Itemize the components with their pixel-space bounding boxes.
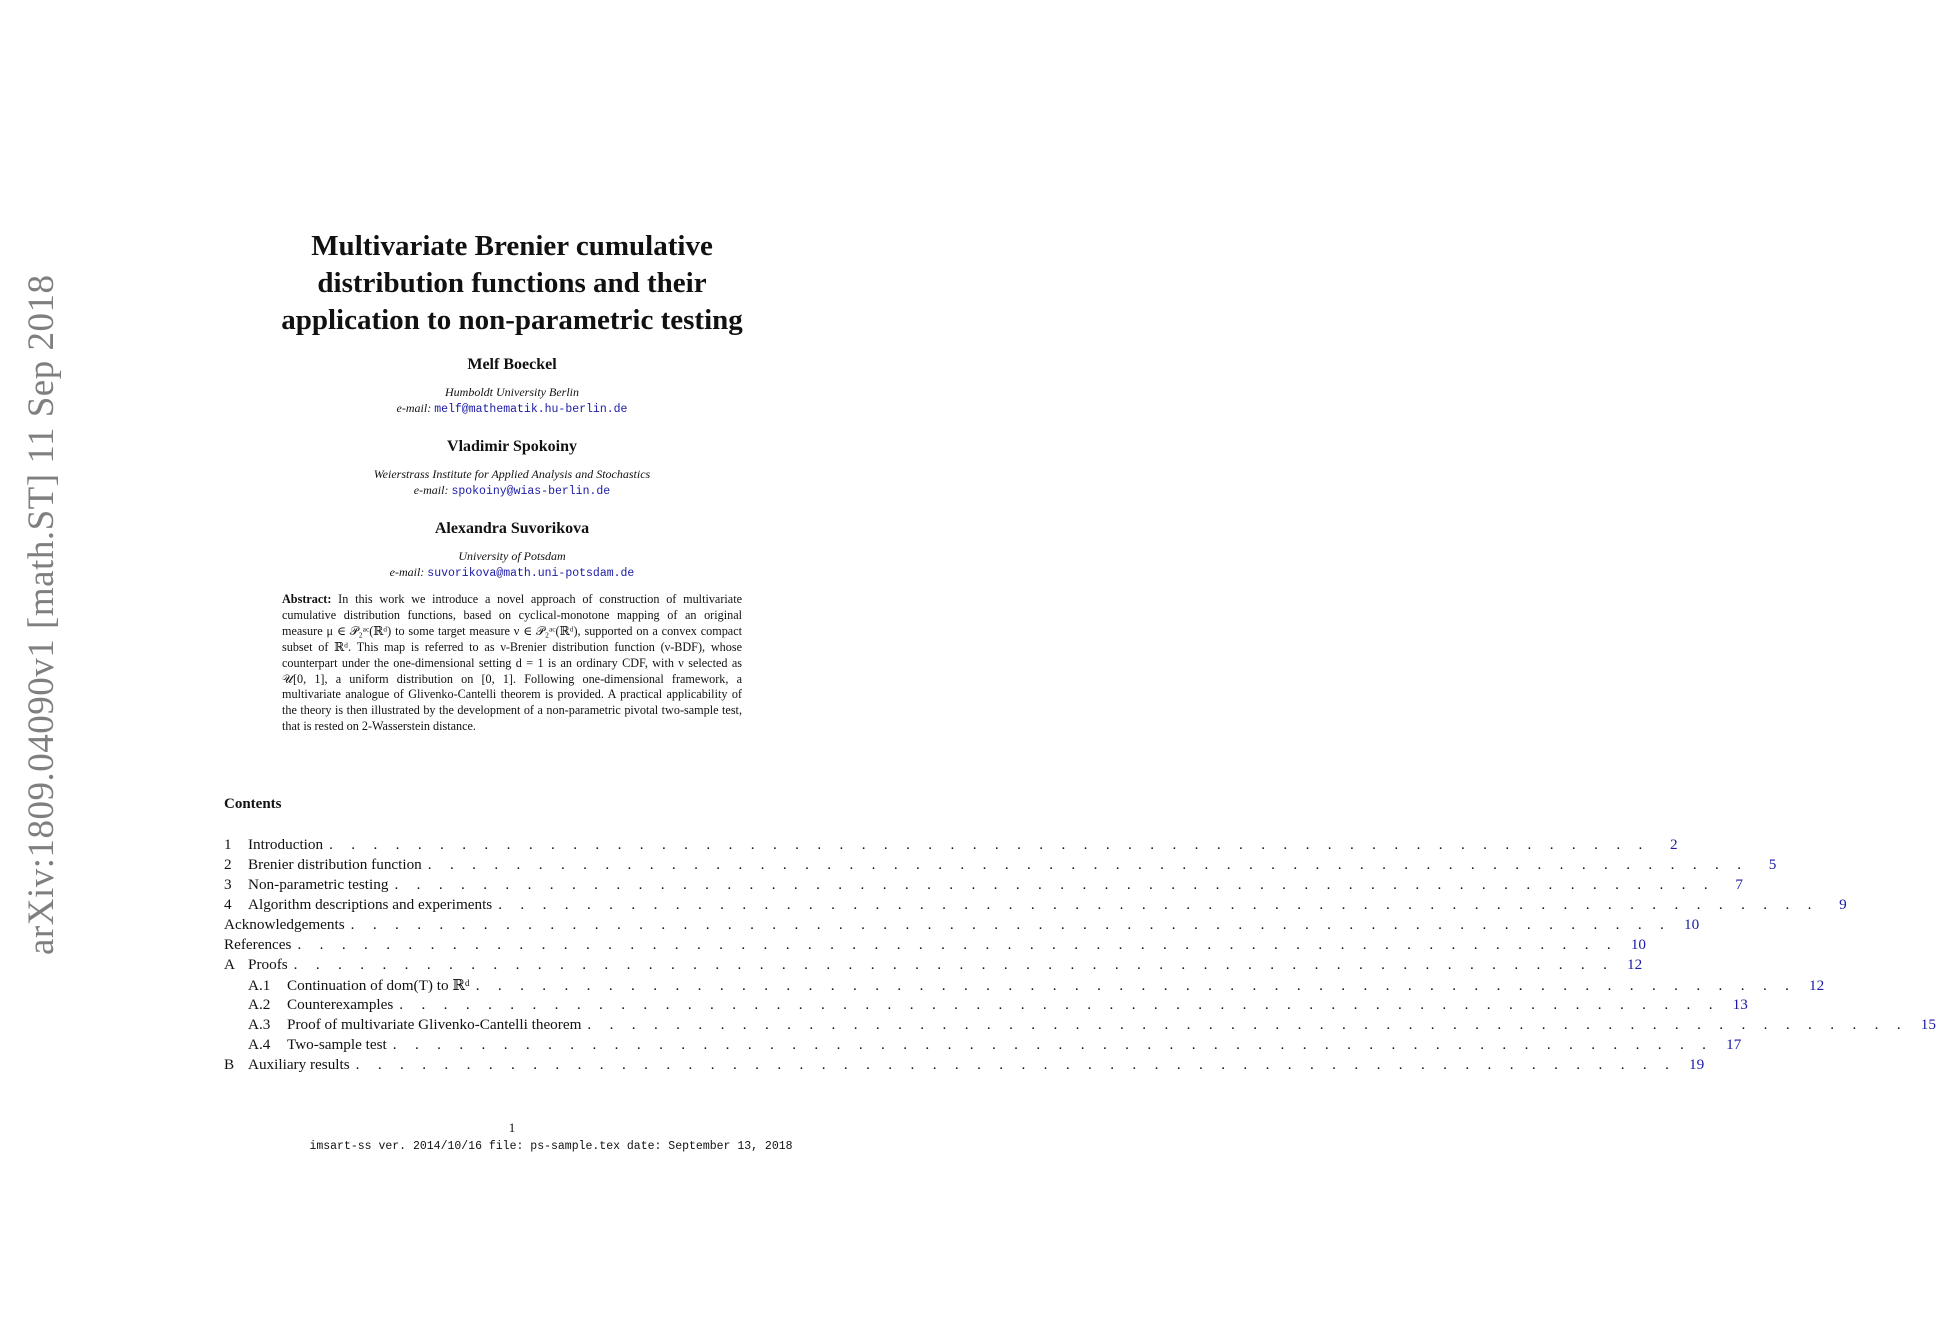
abstract-label: Abstract: [282, 592, 332, 606]
toc-page-link[interactable]: 15 [1920, 1016, 1936, 1033]
abstract [282, 592, 742, 735]
toc-entry[interactable] [224, 896, 1847, 916]
email-line [212, 482, 812, 500]
footer-info: imsart-ss ver. 2014/10/16 file: ps-sample.tex date: September 13, 2018 [309, 1140, 793, 1153]
abstract-text: In this work we introduce a novel approach of construction of multivariate cumulative distribution functions, based on cyclical-monotone mapping of an original measure μ ∈ 𝒫₂ᵃᶜ(ℝᵈ) to some target measure ν ∈ 𝒫₂ᵃᶜ(ℝᵈ), supported on a convex compact subset of ℝᵈ. This map is referred to as ν-Brenier distribution function (ν-BDF), whose counterpart under the one-dimensional setting d = 1 is an ordinary CDF, with ν selected as 𝒰[0, 1], a uniform distribution on [0, 1]. Following one-dimensional framework, a multivariate analogue of Glivenko-Cantelli theorem is provided. A practical applicability of the theory is then illustrated by the development of a non-parametric pivotal two-sample test, that is rested on 2-Wasserstein distance. [282, 592, 742, 734]
paper-title [212, 228, 812, 339]
toc-entry[interactable] [224, 876, 1743, 896]
toc-entry[interactable] [224, 996, 1748, 1016]
toc-page-link[interactable]: 12 [1809, 977, 1825, 994]
email-link[interactable]: spokoiny@wias-berlin.de [451, 485, 611, 498]
toc-entry[interactable] [224, 956, 1643, 976]
toc-entry-label: Brenier distribution function [248, 856, 422, 873]
author-name: Alexandra Suvorikova [434, 520, 590, 537]
toc-entry[interactable] [224, 836, 1678, 856]
toc-entry-label: Acknowledgements [224, 916, 345, 933]
toc-leader-dots: . . . . . . . . . . . . . . . . . . . . . . . . . . . . . . . . . . . . . . . . . . . . . . . . . . . . . . . . . . . . [399, 996, 1720, 1013]
title-line: application to non-parametric testing [281, 304, 743, 336]
toc-entry-number: B [224, 1056, 235, 1073]
toc-entry[interactable] [224, 856, 1777, 876]
toc-entry-label: Non-parametric testing [248, 876, 389, 893]
arxiv-side-stamp: arXiv:1809.04090v1 [math.ST] 11 Sep 2018 [21, 274, 62, 955]
toc-entry-number: A.2 [248, 996, 271, 1013]
author-affiliation [212, 548, 812, 582]
institution: Weierstrass Institute for Applied Analysis and Stochastics [373, 467, 651, 481]
toc-entry-label: Auxiliary results [248, 1056, 350, 1073]
toc-entry-label: Proof of multivariate Glivenko-Cantelli theorem [287, 1016, 582, 1033]
toc-entry-number: A [224, 956, 235, 973]
toc-entry-label: Algorithm descriptions and experiments [248, 896, 493, 913]
toc-page-link[interactable]: 12 [1627, 956, 1643, 973]
toc-entry-label: Counterexamples [287, 996, 394, 1013]
toc-entry[interactable] [224, 1036, 1742, 1056]
toc-entry-number: A.1 [248, 977, 271, 994]
author-name: Melf Boeckel [467, 356, 557, 373]
toc-entry[interactable] [224, 976, 1825, 996]
toc-entry[interactable] [224, 1056, 1705, 1076]
title-line: distribution functions and their [317, 267, 707, 299]
toc-page-link[interactable]: 19 [1689, 1056, 1705, 1073]
toc-leader-dots: . . . . . . . . . . . . . . . . . . . . . . . . . . . . . . . . . . . . . . . . . . . . . . . . . . . . . . . . . . . . [498, 896, 1819, 913]
toc-page-link[interactable]: 2 [1670, 836, 1678, 853]
toc-entry-number: 1 [224, 836, 232, 853]
toc-entry[interactable] [224, 916, 1700, 936]
toc-leader-dots: . . . . . . . . . . . . . . . . . . . . . . . . . . . . . . . . . . . . . . . . . . . . . . . . . . . . . . . . . . . . [350, 916, 1672, 933]
email-link[interactable]: suvorikova@math.uni-potsdam.de [427, 567, 635, 580]
toc-entry-number: 3 [224, 876, 232, 893]
toc-leader-dots: . . . . . . . . . . . . . . . . . . . . . . . . . . . . . . . . . . . . . . . . . . . . . . . . . . . . . . . . . . . . [355, 1056, 1677, 1073]
toc-leader-dots: . . . . . . . . . . . . . . . . . . . . . . . . . . . . . . . . . . . . . . . . . . . . . . . . . . . . . . . . . . . . [293, 956, 1615, 973]
toc-entry-label: Proofs [248, 956, 288, 973]
toc-leader-dots: . . . . . . . . . . . . . . . . . . . . . . . . . . . . . . . . . . . . . . . . . . . . . . . . . . . . . . . . . . . . [427, 856, 1749, 873]
toc-entry-label: Introduction [248, 836, 324, 853]
toc-leader-dots: . . . . . . . . . . . . . . . . . . . . . . . . . . . . . . . . . . . . . . . . . . . . . . . . . . . . . . . . . . . . [394, 876, 1715, 893]
toc-page-link[interactable]: 5 [1768, 856, 1777, 873]
toc-page-link[interactable]: 9 [1839, 896, 1847, 913]
toc-leader-dots: . . . . . . . . . . . . . . . . . . . . . . . . . . . . . . . . . . . . . . . . . . . . . . . . . . . . . . . . . . . . [475, 977, 1797, 994]
toc-entry-label: References [224, 936, 292, 953]
page-number: 1 [508, 1120, 516, 1135]
email-label: e-mail: [396, 401, 432, 415]
toc-entry-number: A.3 [248, 1016, 271, 1033]
toc-leader-dots: . . . . . . . . . . . . . . . . . . . . . . . . . . . . . . . . . . . . . . . . . . . . . . . . . . . . . . . . . . . . [587, 1016, 1908, 1033]
contents-heading: Contents [224, 796, 282, 812]
toc-entry[interactable] [224, 1016, 1936, 1036]
toc-leader-dots: . . . . . . . . . . . . . . . . . . . . . . . . . . . . . . . . . . . . . . . . . . . . . . . . . . . . . . . . . . . . [297, 936, 1618, 953]
toc-leader-dots: . . . . . . . . . . . . . . . . . . . . . . . . . . . . . . . . . . . . . . . . . . . . . . . . . . . . . . . . . . . . [392, 1036, 1714, 1053]
toc-entry-label: Continuation of dom(T) to ℝᵈ [287, 977, 470, 994]
toc-entry-number: 4 [224, 896, 232, 913]
toc-page-link[interactable]: 13 [1732, 996, 1748, 1013]
author-name: Vladimir Spokoiny [447, 438, 577, 455]
email-label: e-mail: [389, 565, 425, 579]
institution: Humboldt University Berlin [445, 385, 579, 399]
toc-page-link[interactable]: 7 [1735, 876, 1743, 893]
toc-page-link[interactable]: 10 [1683, 916, 1700, 933]
toc-entry-label: Two-sample test [287, 1036, 387, 1053]
email-label: e-mail: [413, 483, 449, 497]
toc-entry-number: 2 [224, 856, 232, 873]
toc-page-link[interactable]: 17 [1726, 1036, 1742, 1053]
toc-leader-dots: . . . . . . . . . . . . . . . . . . . . . . . . . . . . . . . . . . . . . . . . . . . . . . . . . . . . . . . . . . . . [329, 836, 1650, 853]
author-affiliation [212, 466, 812, 500]
title-line: Multivariate Brenier cumulative [311, 230, 713, 262]
email-line [212, 400, 812, 418]
institution: University of Potsdam [458, 549, 566, 563]
toc-entry[interactable] [224, 936, 1646, 956]
toc-entry-number: A.4 [248, 1036, 271, 1053]
toc-page-link[interactable]: 10 [1630, 936, 1646, 953]
email-link[interactable]: melf@mathematik.hu-berlin.de [434, 403, 628, 416]
email-line [212, 564, 812, 582]
author-affiliation [212, 384, 812, 418]
table-of-contents [224, 836, 1936, 1076]
